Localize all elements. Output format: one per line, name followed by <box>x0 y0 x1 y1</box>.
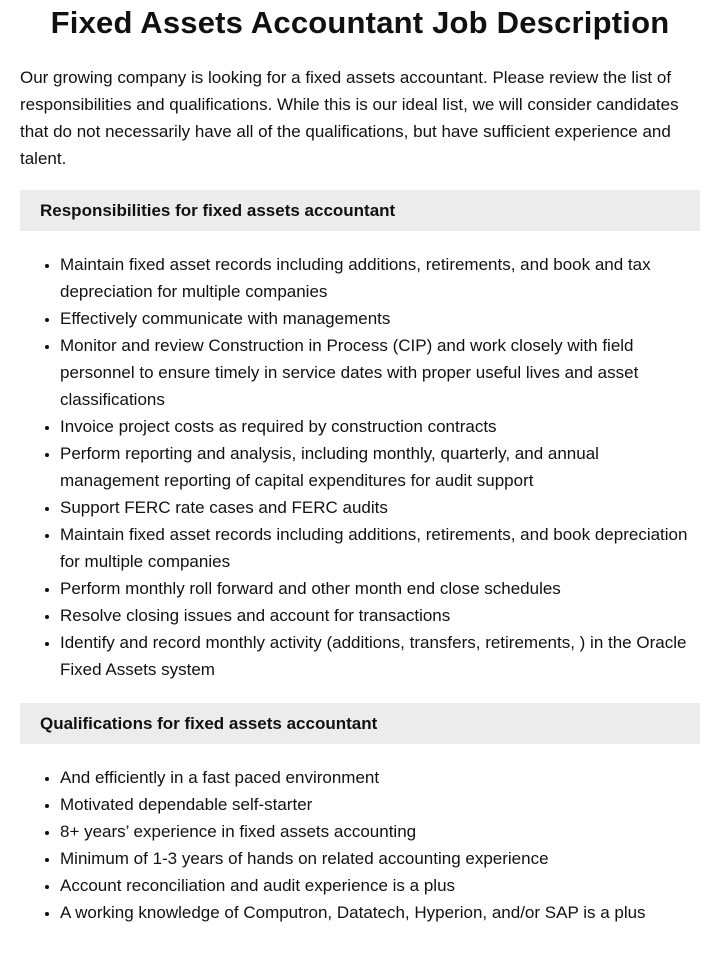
intro-paragraph: Our growing company is looking for a fixed assets accountant. Please review the list of responsibilities and qualifications. While this is our ideal list, we will consider candidates that do not necessarily have all of the qualifications, but have sufficient experience and talent. <box>20 68 679 168</box>
responsibilities-heading: Responsibilities for fixed assets accountant <box>20 190 700 231</box>
list-item: • Monitor and review Construction in Process (CIP) and work closely with field personnel to ensure timely in service dates with proper useful lives and asset classifications <box>60 332 700 413</box>
list-item: • Identify and record monthly activity (additions, transfers, retirements, ) in the Oracle Fixed Assets system <box>60 629 700 683</box>
list-item: • Minimum of 1-3 years of hands on related accounting experience <box>60 845 700 872</box>
list-item: • Maintain fixed asset records including additions, retirements, and book and tax depreciation for multiple companies <box>60 251 700 305</box>
list-item: • Resolve closing issues and account for transactions <box>60 602 700 629</box>
list-item: • Perform monthly roll forward and other month end close schedules <box>60 575 700 602</box>
list-item: • Maintain fixed asset records including additions, retirements, and book depreciation for multiple companies <box>60 521 700 575</box>
list-item: • Effectively communicate with managements <box>60 305 700 332</box>
list-item: • 8+ years’ experience in fixed assets accounting <box>60 818 700 845</box>
page-title: Fixed Assets Accountant Job Description <box>50 5 670 40</box>
list-item: • Perform reporting and analysis, including monthly, quarterly, and annual management reporting of capital expenditures for audit support <box>60 440 700 494</box>
list-item: • Support FERC rate cases and FERC audits <box>60 494 700 521</box>
responsibilities-list <box>20 251 700 683</box>
qualifications-list <box>20 764 700 926</box>
list-item: • And efficiently in a fast paced environment <box>60 764 700 791</box>
list-item: • Motivated dependable self-starter <box>60 791 700 818</box>
qualifications-heading: Qualifications for fixed assets accountant <box>20 703 700 744</box>
list-item: • Account reconciliation and audit experience is a plus <box>60 872 700 899</box>
list-item: • A working knowledge of Computron, Datatech, Hyperion, and/or SAP is a plus <box>60 899 700 926</box>
list-item: • Invoice project costs as required by construction contracts <box>60 413 700 440</box>
